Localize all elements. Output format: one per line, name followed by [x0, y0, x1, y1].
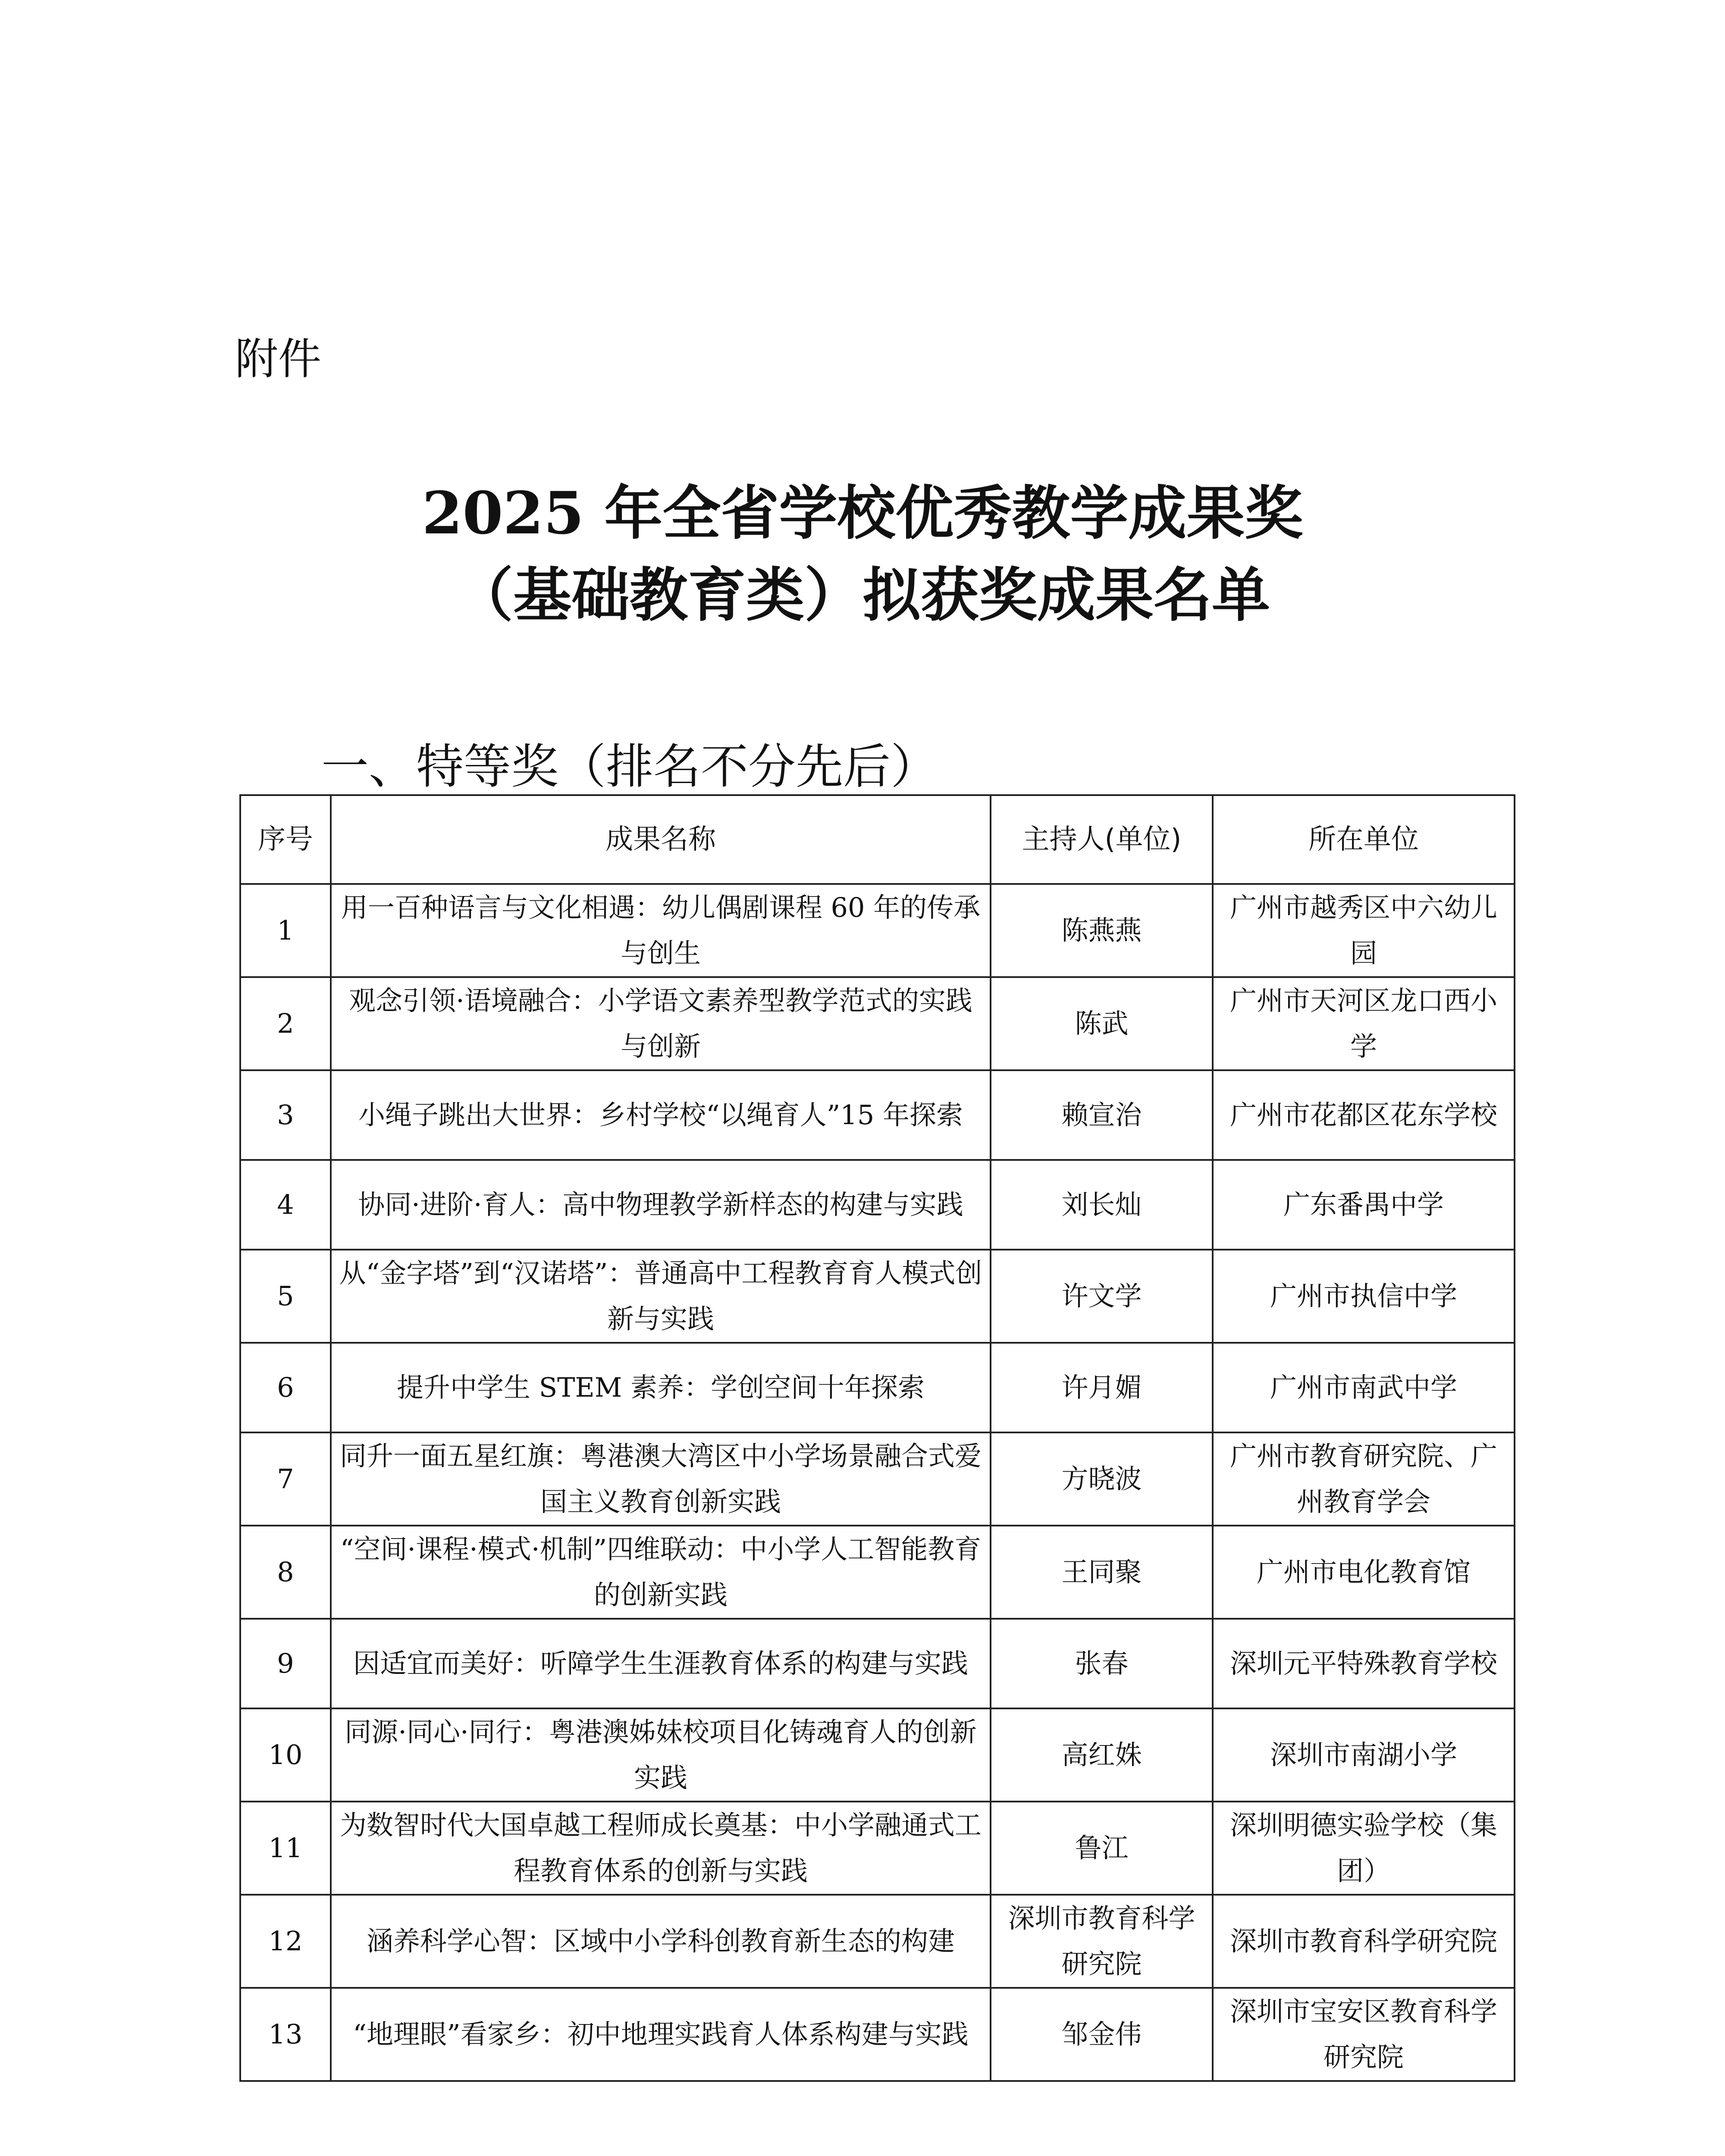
table-row	[240, 1160, 1515, 1250]
row-name: 同源·同心·同行：粤港澳姊妹校项目化铸魂育人的创新实践	[331, 1708, 991, 1802]
row-unit: 广州市天河区龙口西小学	[1213, 977, 1515, 1070]
table-row	[240, 884, 1515, 977]
row-name: 提升中学生 STEM 素养：学创空间十年探索	[331, 1343, 991, 1432]
row-no: 13	[240, 1988, 331, 2081]
table-row	[240, 1070, 1515, 1160]
row-unit: 广东番禺中学	[1213, 1160, 1515, 1250]
row-name: “空间·课程·模式·机制”四维联动：中小学人工智能教育的创新实践	[331, 1526, 991, 1619]
table-row	[240, 1432, 1515, 1526]
row-host: 张春	[991, 1619, 1213, 1708]
row-name: 从“金字塔”到“汉诺塔”：普通高中工程教育育人模式创新与实践	[331, 1250, 991, 1343]
row-unit: 广州市执信中学	[1213, 1250, 1515, 1343]
row-no: 4	[240, 1160, 331, 1250]
row-no: 1	[240, 884, 331, 977]
table-row	[240, 1526, 1515, 1619]
row-unit: 深圳市教育科学研究院	[1213, 1895, 1515, 1988]
row-host: 许月媚	[991, 1343, 1213, 1432]
row-name: 因适宜而美好：听障学生生涯教育体系的构建与实践	[331, 1619, 991, 1708]
row-name: 观念引领·语境融合：小学语文素养型教学范式的实践与创新	[331, 977, 991, 1070]
row-no: 10	[240, 1708, 331, 1802]
row-no: 7	[240, 1432, 331, 1526]
row-host: 邹金伟	[991, 1988, 1213, 2081]
row-host: 深圳市教育科学研究院	[991, 1895, 1213, 1988]
document-title-line-1: 2025 年全省学校优秀教学成果奖	[422, 479, 1303, 547]
section-heading: 一、特等奖（排名不分先后）	[321, 739, 938, 794]
row-unit: 广州市越秀区中六幼儿园	[1213, 884, 1515, 977]
row-unit: 深圳市南湖小学	[1213, 1708, 1515, 1802]
row-host: 方晓波	[991, 1432, 1213, 1526]
table-row	[240, 1619, 1515, 1708]
row-host: 鲁江	[991, 1802, 1213, 1895]
row-host: 陈燕燕	[991, 884, 1213, 977]
row-unit: 广州市南武中学	[1213, 1343, 1515, 1432]
header-cell-name: 成果名称	[331, 795, 991, 884]
row-name: “地理眼”看家乡：初中地理实践育人体系构建与实践	[331, 1988, 991, 2081]
attachment-label: 附件	[235, 334, 321, 384]
row-no: 5	[240, 1250, 331, 1343]
row-no: 8	[240, 1526, 331, 1619]
row-host: 高红姝	[991, 1708, 1213, 1802]
document-title-line-2: （基础教育类）拟获奖成果名单	[455, 561, 1270, 629]
row-name: 协同·进阶·育人：高中物理教学新样态的构建与实践	[331, 1160, 991, 1250]
row-unit: 深圳明德实验学校（集团）	[1213, 1802, 1515, 1895]
row-unit: 深圳元平特殊教育学校	[1213, 1619, 1515, 1708]
table-header-row	[240, 795, 1515, 884]
row-no: 2	[240, 977, 331, 1070]
row-name: 为数智时代大国卓越工程师成长奠基：中小学融通式工程教育体系的创新与实践	[331, 1802, 991, 1895]
row-unit: 广州市花都区花东学校	[1213, 1070, 1515, 1160]
header-cell-host: 主持人(单位)	[991, 795, 1213, 884]
row-name: 同升一面五星红旗：粤港澳大湾区中小学场景融合式爱国主义教育创新实践	[331, 1432, 991, 1526]
row-no: 3	[240, 1070, 331, 1160]
table-row	[240, 1895, 1515, 1988]
row-name: 小绳子跳出大世界：乡村学校“以绳育人”15 年探索	[331, 1070, 991, 1160]
header-cell-unit: 所在单位	[1213, 795, 1515, 884]
table-row	[240, 977, 1515, 1070]
awards-table	[239, 794, 1515, 2082]
table-row	[240, 1250, 1515, 1343]
table-row	[240, 1708, 1515, 1802]
table-row	[240, 1802, 1515, 1895]
row-no: 9	[240, 1619, 331, 1708]
row-host: 刘长灿	[991, 1160, 1213, 1250]
table-row	[240, 1988, 1515, 2081]
header-cell-no: 序号	[240, 795, 331, 884]
row-no: 11	[240, 1802, 331, 1895]
row-no: 12	[240, 1895, 331, 1988]
row-host: 赖宣治	[991, 1070, 1213, 1160]
row-no: 6	[240, 1343, 331, 1432]
row-host: 陈武	[991, 977, 1213, 1070]
row-unit: 广州市电化教育馆	[1213, 1526, 1515, 1619]
row-unit: 广州市教育研究院、广州教育学会	[1213, 1432, 1515, 1526]
row-host: 王同聚	[991, 1526, 1213, 1619]
row-host: 许文学	[991, 1250, 1213, 1343]
row-name: 用一百种语言与文化相遇：幼儿偶剧课程 60 年的传承与创生	[331, 884, 991, 977]
row-unit: 深圳市宝安区教育科学研究院	[1213, 1988, 1515, 2081]
row-name: 涵养科学心智：区域中小学科创教育新生态的构建	[331, 1895, 991, 1988]
table-row	[240, 1343, 1515, 1432]
